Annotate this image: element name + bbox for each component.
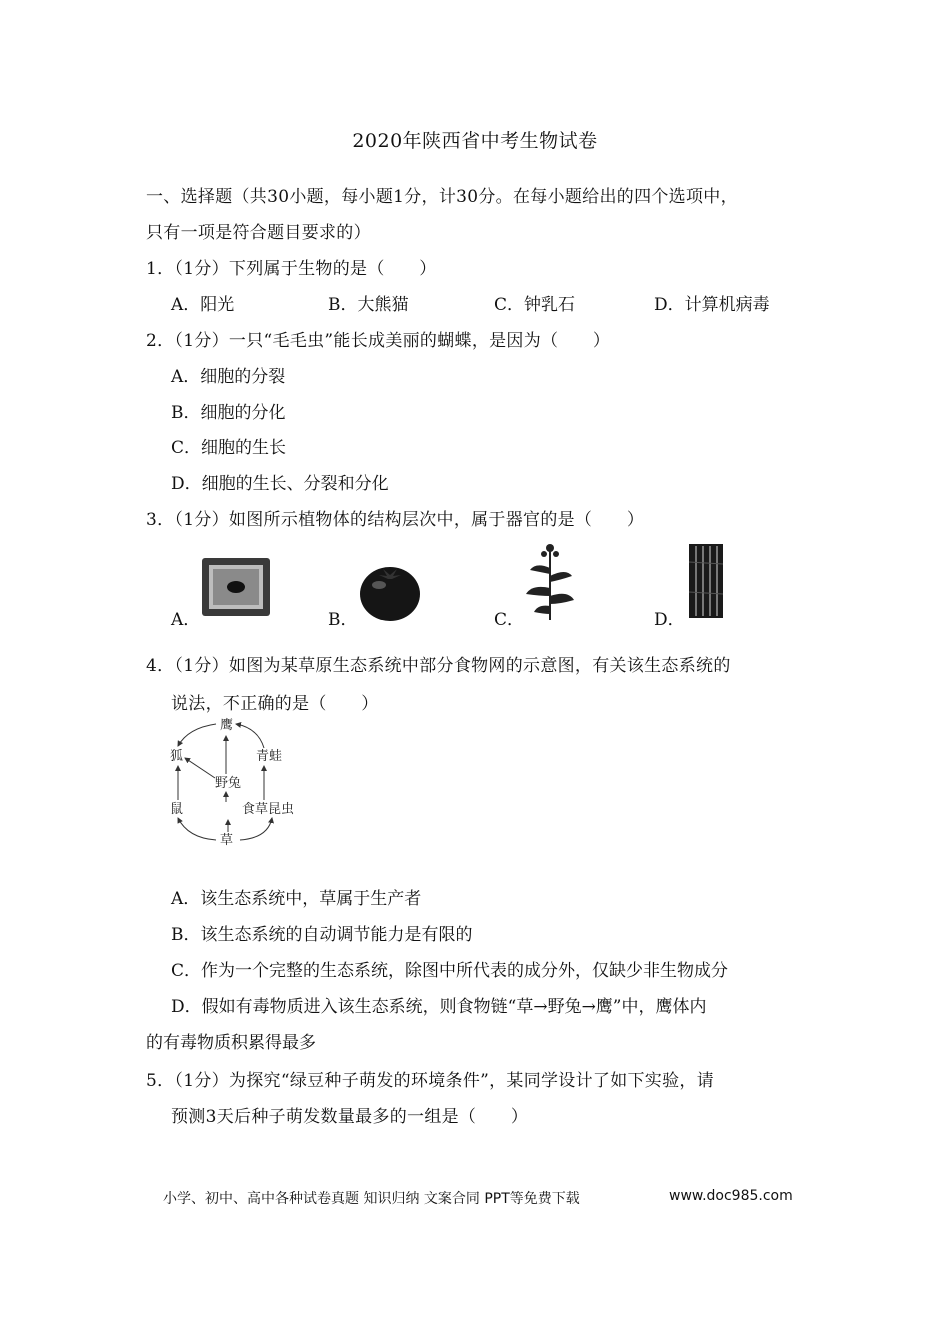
- section-heading-line1: 一、选择题（共30小题，每小题1分，计30分。在每小题给出的四个选项中，: [146, 187, 738, 207]
- node-mouse: 鼠: [170, 802, 184, 817]
- q2-option-c: C．细胞的生长: [171, 438, 287, 458]
- q4-stem-line2: 说法，不正确的是（ ）: [171, 694, 379, 714]
- page-title: 2020年陕西省中考生物试卷: [352, 130, 598, 152]
- q4-option-b: B．该生态系统的自动调节能力是有限的: [171, 925, 473, 945]
- footer-text: 小学、初中、高中各种试卷真题 知识归纳 文案合同 PPT等免费下载: [163, 1191, 580, 1207]
- arrow-hawk-fox: [178, 724, 216, 746]
- node-insect: 食草昆虫: [242, 802, 295, 817]
- q2-option-b: B．细胞的分化: [171, 403, 286, 423]
- q2-option-a: A．细胞的分裂: [171, 367, 286, 387]
- food-web-diagram: [160, 712, 310, 852]
- q1-option-b: B．大熊猫: [328, 295, 409, 315]
- plant-image: [522, 540, 578, 622]
- q2-option-d: D．细胞的生长、分裂和分化: [171, 474, 389, 494]
- node-fox: 狐: [170, 749, 184, 764]
- footer-url[interactable]: www.doc985.com: [669, 1188, 793, 1204]
- node-rabbit: 野兔: [215, 776, 242, 791]
- cell-image: [200, 556, 272, 618]
- arrow-rabbit-fox: [185, 758, 215, 778]
- node-grass: 草: [220, 833, 234, 848]
- node-frog: 青蛙: [256, 749, 283, 764]
- node-hawk: 鹰: [220, 718, 234, 733]
- q1-option-d: D．计算机病毒: [654, 295, 770, 315]
- q4-option-d: D．假如有毒物质进入该生态系统，则食物链“草→野兔→鹰”中，鹰体内: [171, 997, 707, 1017]
- q3-stem: 3．（1分）如图所示植物体的结构层次中，属于器官的是（ ）: [146, 510, 645, 530]
- q1-option-c: C．钟乳石: [494, 295, 576, 315]
- q5-stem-line1: 5．（1分）为探究“绿豆种子萌发的环境条件”，某同学设计了如下实验，请: [146, 1071, 715, 1091]
- q3-option-b: B．: [328, 610, 358, 630]
- q3-option-a: A．: [171, 610, 201, 630]
- q1-stem: 1．（1分）下列属于生物的是（ ）: [146, 259, 437, 279]
- q1-option-a: A．阳光: [171, 295, 235, 315]
- q3-option-c: C．: [494, 610, 525, 630]
- arrow-grass-mouse: [178, 818, 216, 840]
- q3-option-d: D．: [654, 610, 685, 630]
- tissue-image: [686, 542, 726, 620]
- section-heading-line2: 只有一项是符合题目要求的）: [146, 223, 371, 243]
- q4-option-a: A．该生态系统中，草属于生产者: [171, 889, 422, 909]
- tomato-image: [357, 561, 423, 623]
- q2-stem: 2．（1分）一只“毛毛虫”能长成美丽的蝴蝶，是因为（ ）: [146, 331, 611, 351]
- footer: [163, 1188, 793, 1208]
- q4-option-d-cont: 的有毒物质积累得最多: [146, 1033, 316, 1053]
- q4-option-c: C．作为一个完整的生态系统，除图中所代表的成分外，仅缺少非生物成分: [171, 961, 729, 981]
- q4-stem-line1: 4．（1分）如图为某草原生态系统中部分食物网的示意图，有关该生态系统的: [146, 656, 731, 676]
- arrow-grass-insect-side: [240, 818, 272, 840]
- q5-stem-line2: 预测3天后种子萌发数量最多的一组是（ ）: [171, 1107, 529, 1127]
- arrow-frog-hawk: [236, 724, 264, 748]
